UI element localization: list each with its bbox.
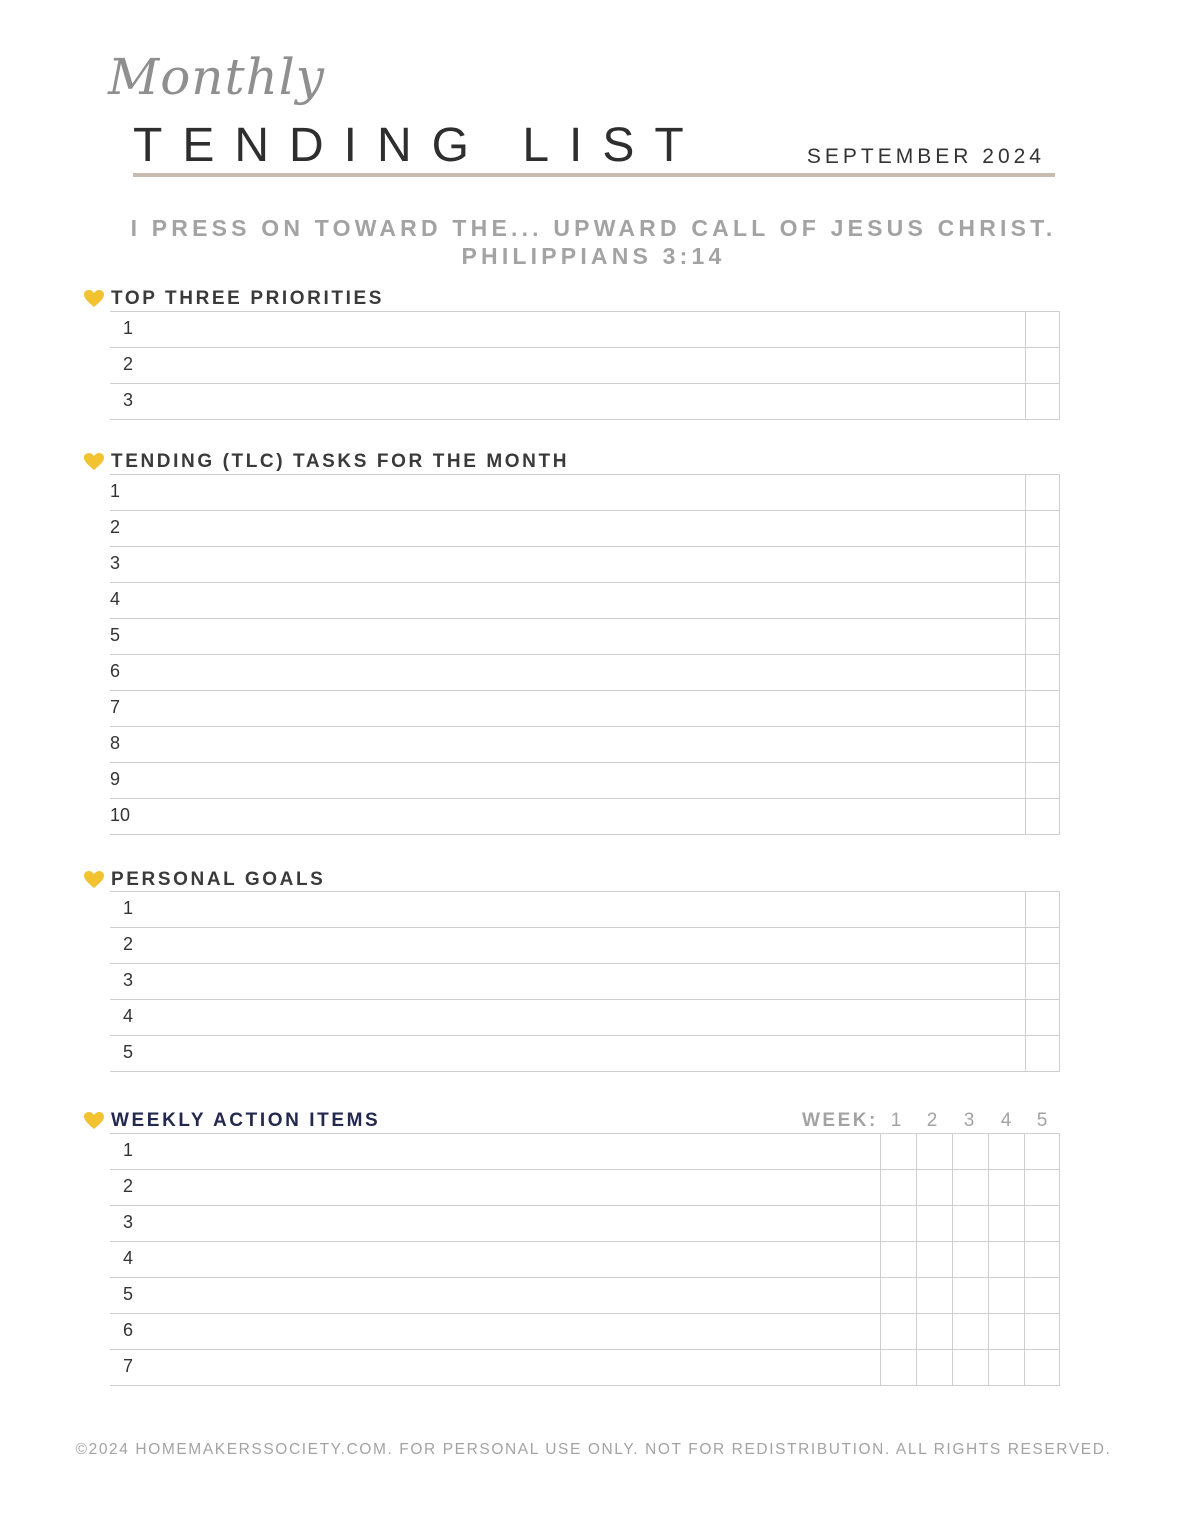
list-item[interactable] (110, 763, 1060, 799)
row-number: 3 (123, 390, 134, 410)
goals-list (110, 891, 1060, 1072)
week-checkboxes (880, 1350, 1060, 1385)
week-checkbox[interactable] (1024, 1134, 1060, 1169)
heart-icon (84, 1112, 104, 1130)
list-item[interactable] (110, 312, 1060, 348)
checkbox[interactable] (1025, 475, 1060, 510)
checkbox[interactable] (1025, 384, 1060, 419)
week-checkbox[interactable] (880, 1134, 916, 1169)
checkbox[interactable] (1025, 348, 1060, 383)
week-checkbox[interactable] (1024, 1314, 1060, 1349)
row-number: 2 (110, 517, 121, 537)
row-number: 4 (110, 589, 121, 609)
week-checkbox[interactable] (916, 1206, 952, 1241)
section-title: TENDING (TLC) TASKS FOR THE MONTH (111, 451, 570, 472)
row-number: 7 (123, 1356, 134, 1376)
week-number: 2 (926, 1110, 938, 1131)
week-checkbox[interactable] (916, 1314, 952, 1349)
checkbox[interactable] (1025, 547, 1060, 582)
week-number: 3 (963, 1110, 975, 1131)
priorities-list (110, 311, 1060, 420)
week-checkbox[interactable] (916, 1278, 952, 1313)
list-item[interactable] (110, 1278, 1060, 1314)
week-checkbox[interactable] (880, 1278, 916, 1313)
section-title: TOP THREE PRIORITIES (111, 288, 385, 309)
checkbox[interactable] (1025, 1036, 1060, 1071)
row-number: 3 (123, 1212, 134, 1232)
week-checkbox[interactable] (1024, 1242, 1060, 1277)
row-number: 8 (110, 733, 121, 753)
list-item[interactable] (110, 583, 1060, 619)
row-number: 10 (110, 805, 131, 825)
page-title: TENDING LIST (133, 119, 704, 172)
list-item[interactable] (110, 1036, 1060, 1072)
week-label: WEEK: (802, 1110, 878, 1131)
week-number: 4 (1000, 1110, 1012, 1131)
section-title: WEEKLY ACTION ITEMS (111, 1110, 381, 1131)
section-title: PERSONAL GOALS (111, 869, 326, 890)
week-checkbox[interactable] (1024, 1278, 1060, 1313)
verse-reference: PHILIPPIANS 3:14 (461, 243, 726, 269)
verse-text: I PRESS ON TOWARD THE... UPWARD CALL OF JESUS CHRIST. (130, 215, 1057, 241)
week-checkboxes (880, 1242, 1060, 1277)
heart-icon (84, 871, 104, 889)
week-checkboxes (880, 1278, 1060, 1313)
week-number: 5 (1036, 1110, 1048, 1131)
week-checkbox[interactable] (952, 1170, 988, 1205)
week-checkboxes (880, 1206, 1060, 1241)
checkbox[interactable] (1025, 655, 1060, 690)
checkbox[interactable] (1025, 892, 1060, 927)
row-number: 4 (123, 1006, 134, 1026)
week-checkboxes (880, 1314, 1060, 1349)
heart-icon (84, 453, 104, 471)
list-item[interactable] (110, 928, 1060, 964)
section-header-tasks (84, 450, 569, 474)
week-checkbox[interactable] (916, 1242, 952, 1277)
checkbox[interactable] (1025, 691, 1060, 726)
week-checkbox[interactable] (988, 1278, 1024, 1313)
checkbox[interactable] (1025, 727, 1060, 762)
script-title: Monthly (108, 48, 326, 106)
list-item[interactable] (110, 1314, 1060, 1350)
list-item[interactable] (110, 655, 1060, 691)
row-number: 6 (123, 1320, 134, 1340)
list-item[interactable] (110, 384, 1060, 420)
month-label: SEPTEMBER 2024 (806, 145, 1045, 168)
title-divider (133, 173, 1055, 177)
section-header-weekly (84, 1109, 380, 1133)
checkbox[interactable] (1025, 763, 1060, 798)
week-checkbox[interactable] (916, 1134, 952, 1169)
row-number: 4 (123, 1248, 134, 1268)
list-item[interactable] (110, 1206, 1060, 1242)
week-checkbox[interactable] (988, 1350, 1024, 1385)
week-checkbox[interactable] (880, 1170, 916, 1205)
week-checkbox[interactable] (988, 1314, 1024, 1349)
list-item[interactable] (110, 1170, 1060, 1206)
checkbox[interactable] (1025, 799, 1060, 834)
week-checkbox[interactable] (880, 1242, 916, 1277)
row-number: 5 (110, 625, 121, 645)
week-checkbox[interactable] (952, 1134, 988, 1169)
week-checkbox[interactable] (952, 1278, 988, 1313)
week-checkbox[interactable] (952, 1206, 988, 1241)
checkbox[interactable] (1025, 511, 1060, 546)
week-checkbox[interactable] (988, 1134, 1024, 1169)
list-item[interactable] (110, 511, 1060, 547)
list-item[interactable] (110, 1350, 1060, 1386)
checkbox[interactable] (1025, 964, 1060, 999)
section-header-priorities (84, 287, 384, 311)
week-checkboxes (880, 1170, 1060, 1205)
list-item[interactable] (110, 892, 1060, 928)
row-number: 1 (123, 898, 134, 918)
week-checkbox[interactable] (916, 1170, 952, 1205)
list-item[interactable] (110, 619, 1060, 655)
week-checkboxes (880, 1134, 1060, 1169)
week-checkbox[interactable] (988, 1170, 1024, 1205)
list-item[interactable] (110, 691, 1060, 727)
week-checkbox[interactable] (1024, 1350, 1060, 1385)
row-number: 3 (110, 553, 121, 573)
heart-icon (84, 290, 104, 308)
list-item[interactable] (110, 1242, 1060, 1278)
week-checkbox[interactable] (880, 1206, 916, 1241)
row-number: 2 (123, 354, 134, 374)
row-number: 7 (110, 697, 121, 717)
list-item[interactable] (110, 348, 1060, 384)
row-number: 2 (123, 934, 134, 954)
row-number: 1 (123, 318, 134, 338)
weekly-list (110, 1133, 1060, 1386)
tasks-list (110, 474, 1060, 835)
list-item[interactable] (110, 964, 1060, 1000)
copyright-footer: ©2024 HOMEMAKERSSOCIETY.COM. FOR PERSONAL USE ONLY. NOT FOR REDISTRIBUTION. ALL RIGHTS RESERVED. (75, 1441, 1112, 1458)
row-number: 9 (110, 769, 121, 789)
row-number: 6 (110, 661, 121, 681)
week-checkbox[interactable] (916, 1350, 952, 1385)
list-item[interactable] (110, 799, 1060, 835)
row-number: 5 (123, 1284, 134, 1304)
list-item[interactable] (110, 1134, 1060, 1170)
week-checkbox[interactable] (1024, 1206, 1060, 1241)
checkbox[interactable] (1025, 583, 1060, 618)
week-checkbox[interactable] (988, 1242, 1024, 1277)
week-checkbox[interactable] (952, 1314, 988, 1349)
row-number: 3 (123, 970, 134, 990)
list-item[interactable] (110, 547, 1060, 583)
week-number: 1 (890, 1110, 902, 1131)
checkbox[interactable] (1025, 928, 1060, 963)
checkbox[interactable] (1025, 1000, 1060, 1035)
row-number: 2 (123, 1176, 134, 1196)
list-item[interactable] (110, 1000, 1060, 1036)
week-checkbox[interactable] (988, 1206, 1024, 1241)
week-checkbox[interactable] (952, 1350, 988, 1385)
row-number: 5 (123, 1042, 134, 1062)
section-header-goals (84, 868, 325, 892)
week-checkbox[interactable] (952, 1242, 988, 1277)
checkbox[interactable] (1025, 619, 1060, 654)
week-checkbox[interactable] (880, 1314, 916, 1349)
list-item[interactable] (110, 475, 1060, 511)
checkbox[interactable] (1025, 312, 1060, 347)
week-checkbox[interactable] (880, 1350, 916, 1385)
list-item[interactable] (110, 727, 1060, 763)
row-number: 1 (110, 481, 121, 501)
week-checkbox[interactable] (1024, 1170, 1060, 1205)
row-number: 1 (123, 1140, 134, 1160)
